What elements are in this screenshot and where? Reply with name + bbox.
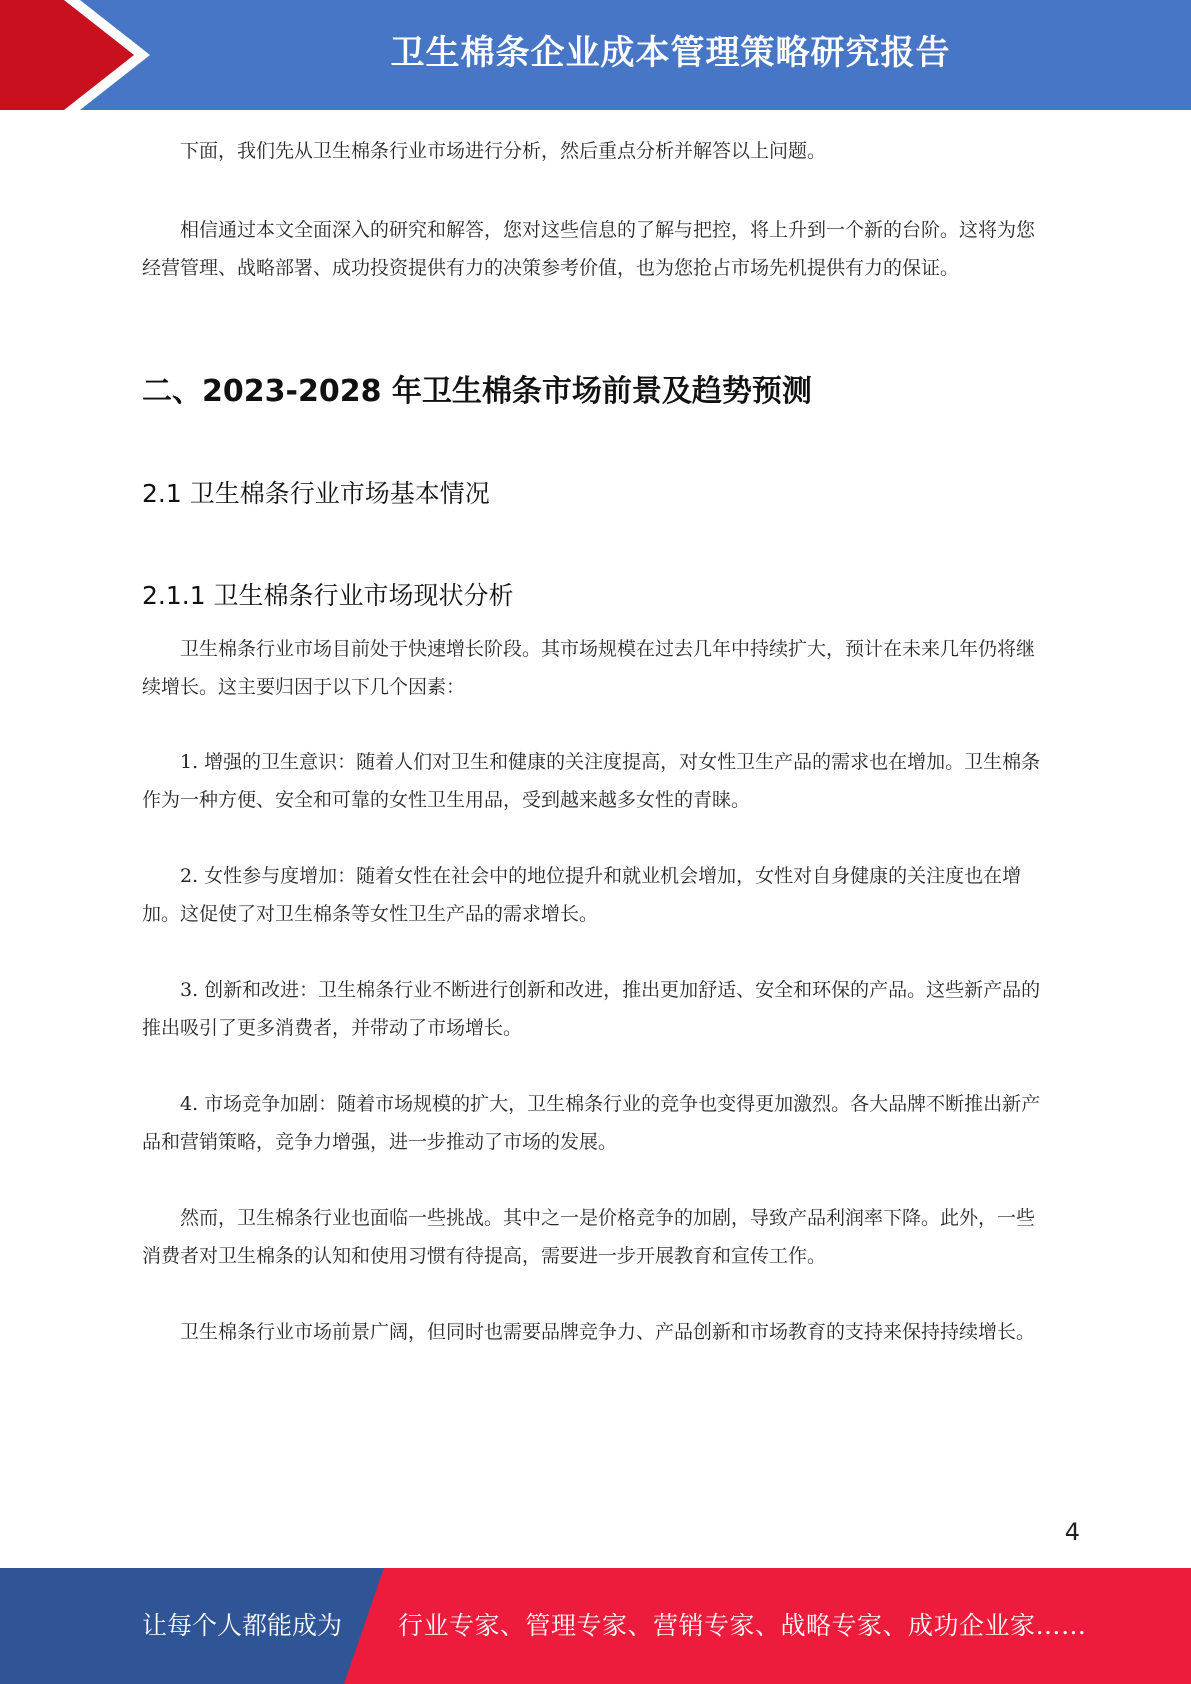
footer-slogan-right: 行业专家、管理专家、营销专家、战略专家、成功企业家…… [398, 1611, 1087, 1640]
challenges-paragraph: 然而，卫生棉条行业也面临一些挑战。其中之一是价格竞争的加剧，导致产品利润率下降。此外，一些消费者对卫生棉条的认知和使用习惯有待提高，需要进一步开展教育和宣传工作。 [142, 1207, 1036, 1267]
page-footer [0, 1568, 1191, 1684]
intro-paragraph: 下面，我们先从卫生棉条行业市场进行分析，然后重点分析并解答以上问题。 [180, 140, 827, 162]
list-item-1: 1. 增强的卫生意识：随着人们对卫生和健康的关注度提高，对女性卫生产品的需求也在增加。卫生棉条作为一种方便、安全和可靠的女性卫生用品，受到越来越多女性的青睐。 [142, 751, 1041, 811]
list-item-2: 2. 女性参与度增加：随着女性在社会中的地位提升和就业机会增加，女性对自身健康的关注度也在增加。这促使了对卫生棉条等女性卫生产品的需求增长。 [142, 865, 1022, 925]
report-title: 卫生棉条企业成本管理策略研究报告 [390, 33, 951, 73]
page-header [0, 0, 1191, 110]
section-heading: 二、2023-2028 年卫生棉条市场前景及趋势预测 [142, 374, 812, 409]
subsection-heading: 2.1 卫生棉条行业市场基本情况 [142, 479, 490, 508]
sub-subsection-heading: 2.1.1 卫生棉条行业市场现状分析 [142, 581, 514, 610]
list-item-4: 4. 市场竞争加剧：随着市场规模的扩大，卫生棉条行业的竞争也变得更加激烈。各大品牌不断推出新产品和营销策略，竞争力增强，进一步推动了市场的发展。 [142, 1093, 1041, 1153]
list-item-3: 3. 创新和改进：卫生棉条行业不断进行创新和改进，推出更加舒适、安全和环保的产品。这些新产品的推出吸引了更多消费者，并带动了市场增长。 [142, 979, 1041, 1039]
footer-slogan-left: 让每个人都能成为 [142, 1611, 343, 1640]
page-number: 4 [1064, 1518, 1080, 1546]
intro-paragraph-2: 相信通过本文全面深入的研究和解答，您对这些信息的了解与把控，将上升到一个新的台阶。这将为您经营管理、战略部署、成功投资提供有力的决策参考价值，也为您抢占市场先机提供有力的保证。 [142, 219, 1036, 279]
conclusion-paragraph: 卫生棉条行业市场前景广阔，但同时也需要品牌竞争力、产品创新和市场教育的支持来保持持续增长。 [180, 1321, 1036, 1343]
market-status-paragraph: 卫生棉条行业市场目前处于快速增长阶段。其市场规模在过去几年中持续扩大，预计在未来几年仍将继续增长。这主要归因于以下几个因素： [142, 638, 1036, 698]
